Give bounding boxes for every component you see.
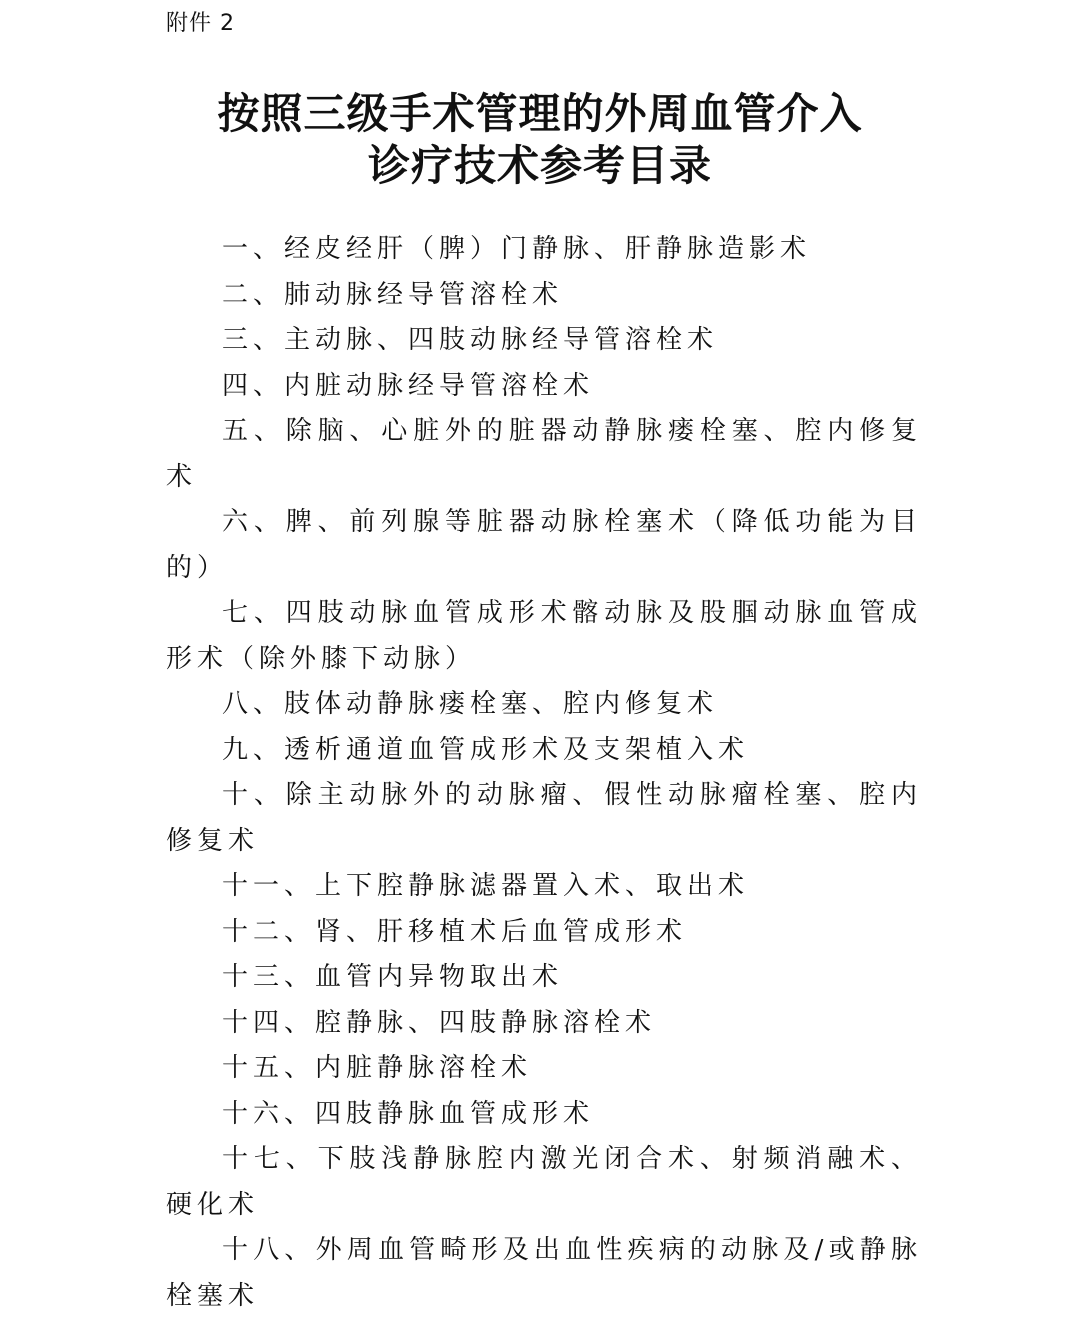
list-item: 九、透析通道血管成形术及支架植入术: [222, 734, 750, 765]
document-title: [0, 88, 1080, 192]
attachment-label: 附件 2: [166, 11, 235, 36]
list-item: 十三、血管内异物取出术: [222, 962, 564, 992]
title-line-1: 按照三级手术管理的外周血管介入: [217, 89, 863, 138]
list-item: 五、除脑、心脏外的脏器动静脉瘘栓塞、腔内修复术: [166, 416, 922, 492]
list-item: 七、四肢动脉血管成形术髂动脉及股腘动脉血管成形术（除外膝下动脉）: [166, 598, 922, 674]
list-item: 六、脾、前列腺等脏器动脉栓塞术（降低功能为目的）: [166, 507, 922, 583]
list-item: 十五、内脏静脉溶栓术: [222, 1053, 533, 1083]
list-item: 一、经皮经肝（脾）门静脉、肝静脉造影术: [222, 234, 812, 264]
list-item: 二、肺动脉经导管溶栓术: [222, 279, 564, 310]
list-item: 八、肢体动静脉瘘栓塞、腔内修复术: [222, 689, 719, 719]
list-item: 十二、肾、肝移植术后血管成形术: [222, 916, 688, 947]
list-item: 三、主动脉、四肢动脉经导管溶栓术: [222, 325, 719, 355]
technique-list: [166, 227, 922, 1319]
list-item: 十六、四肢静脉血管成形术: [222, 1098, 595, 1129]
list-item: 十一、上下腔静脉滤器置入术、取出术: [222, 871, 750, 901]
list-item: 十八、外周血管畸形及出血性疾病的动脉及/或静脉栓塞术: [166, 1235, 922, 1311]
list-item: 十七、下肢浅静脉腔内激光闭合术、射频消融术、硬化术: [166, 1144, 922, 1220]
list-item: 十四、腔静脉、四肢静脉溶栓术: [222, 1007, 657, 1038]
list-item: 四、内脏动脉经导管溶栓术: [222, 370, 595, 401]
title-line-2: 诊疗技术参考目录: [367, 141, 712, 190]
list-item: 十、除主动脉外的动脉瘤、假性动脉瘤栓塞、腔内修复术: [166, 780, 922, 856]
